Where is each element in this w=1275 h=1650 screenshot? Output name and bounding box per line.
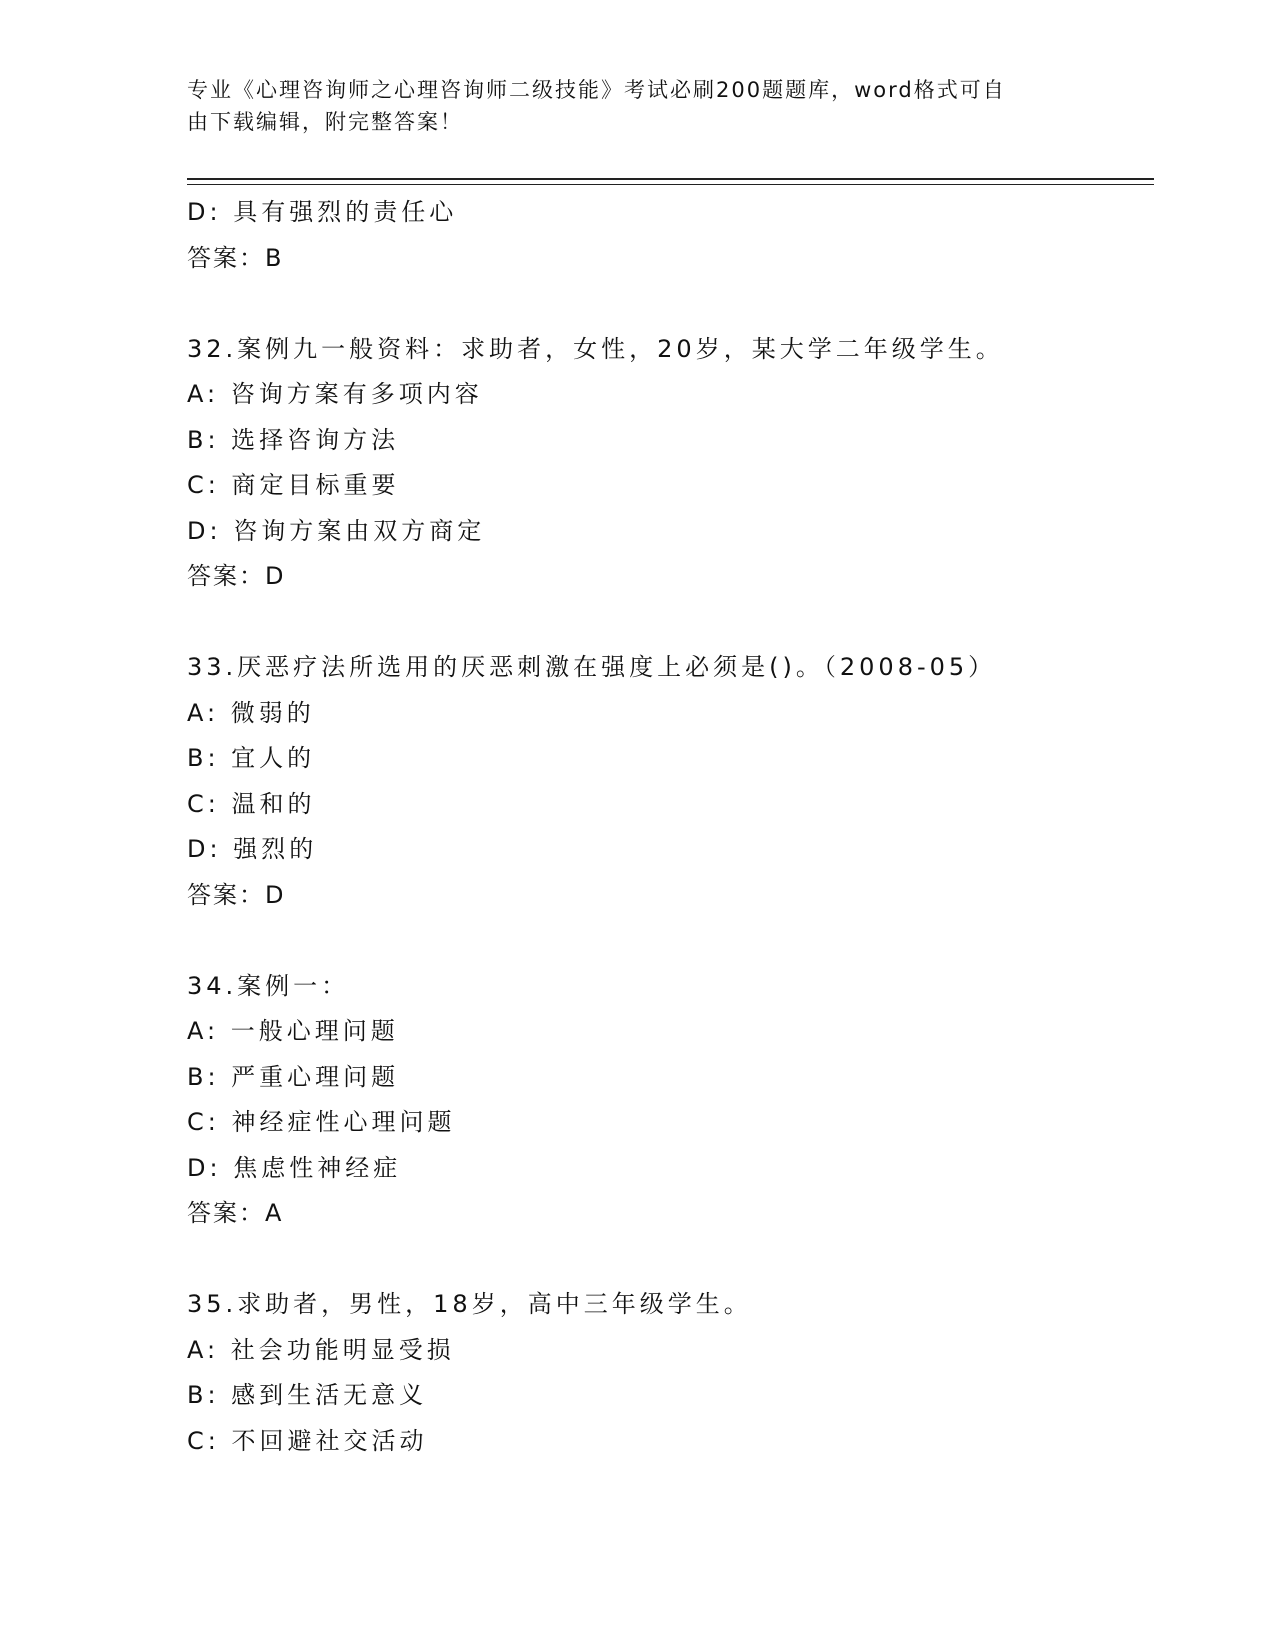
question-32-stem: 32.案例九一般资料：求助者，女性，20岁，某大学二年级学生。 bbox=[187, 334, 1004, 363]
prev-option-d: D: 具有强烈的责任心 bbox=[187, 198, 458, 226]
spacer bbox=[187, 918, 1147, 964]
question-33-option-b: B: 宜人的 bbox=[187, 744, 316, 772]
question-32-option-b: B: 选择咨询方法 bbox=[187, 425, 400, 454]
question-33-option-a: A: 微弱的 bbox=[187, 698, 315, 727]
question-33-stem: 33.厌恶疗法所选用的厌恶刺激在强度上必须是()。（2008-05） bbox=[187, 653, 997, 681]
question-32-answer: 答案：D bbox=[187, 562, 286, 590]
question-34-option-d: D: 焦虑性神经症 bbox=[187, 1153, 402, 1182]
question-33-option-d: D: 强烈的 bbox=[187, 835, 318, 863]
question-35-stem: 35.求助者，男性，18岁，高中三年级学生。 bbox=[187, 1290, 752, 1318]
spacer bbox=[187, 1237, 1147, 1283]
question-33-answer: 答案：D bbox=[187, 880, 286, 909]
header-line-1: 专业《心理咨询师之心理咨询师二级技能》考试必刷200题题库，word格式可自 bbox=[187, 78, 1006, 102]
spacer bbox=[187, 600, 1147, 646]
question-34-answer: 答案：A bbox=[187, 1199, 284, 1227]
header-rule-thin bbox=[187, 184, 1154, 185]
question-32-option-c: C: 商定目标重要 bbox=[187, 471, 400, 499]
question-33-option-c: C: 温和的 bbox=[187, 789, 316, 818]
header-line-2: 由下载编辑，附完整答案！ bbox=[187, 110, 463, 134]
question-34-option-b: B: 严重心理问题 bbox=[187, 1062, 400, 1091]
question-32-option-d: D: 咨询方案由双方商定 bbox=[187, 516, 486, 545]
question-34-option-c: C: 神经症性心理问题 bbox=[187, 1108, 456, 1136]
question-34-stem: 34.案例一： bbox=[187, 971, 350, 1000]
spacer bbox=[187, 281, 1147, 327]
question-35-option-b: B: 感到生活无意义 bbox=[187, 1381, 428, 1409]
prev-answer: 答案：B bbox=[187, 243, 284, 272]
question-35-option-c: C: 不回避社交活动 bbox=[187, 1426, 428, 1455]
question-35-option-a: A: 社会功能明显受损 bbox=[187, 1335, 455, 1364]
question-32-option-a: A: 咨询方案有多项内容 bbox=[187, 380, 483, 408]
header-rule-thick bbox=[187, 178, 1154, 180]
question-list bbox=[187, 190, 1147, 1464]
document-header bbox=[187, 74, 1087, 138]
question-34-option-a: A: 一般心理问题 bbox=[187, 1017, 399, 1045]
